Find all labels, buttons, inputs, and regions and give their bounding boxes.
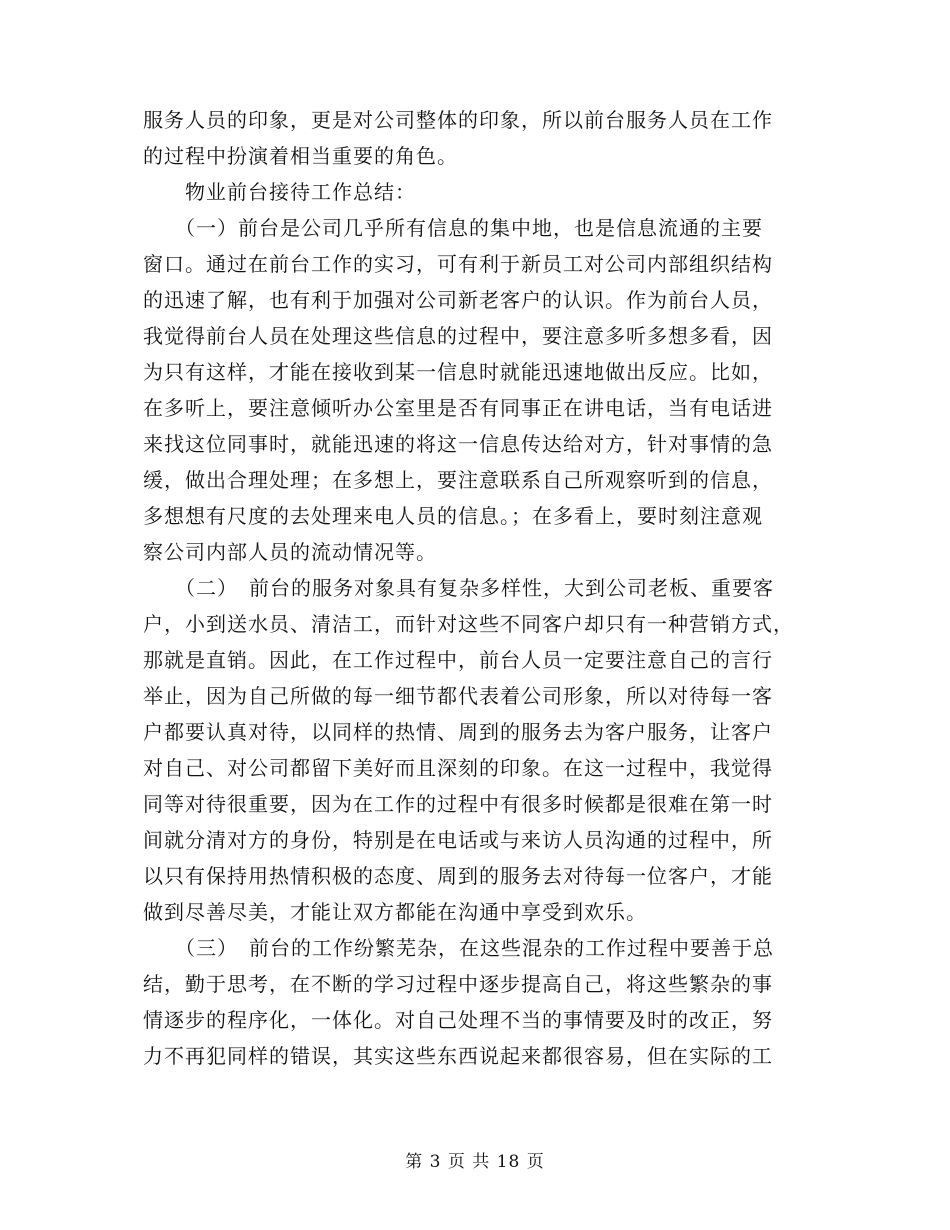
text-line: 在多听上，要注意倾听办公室里是否有同事正在讲电话，当有电话进 xyxy=(143,396,773,420)
text-line: 力不再犯同样的错误，其实这些东西说起来都很容易，但在实际的工 xyxy=(143,1044,773,1068)
page-footer xyxy=(0,1150,950,1174)
text-line: 缓，做出合理处理；在多想上，要注意联系自己所观察听到的信息， xyxy=(143,468,773,492)
text-line: （一）前台是公司几乎所有信息的集中地，也是信息流通的主要 xyxy=(143,216,763,240)
body-text xyxy=(143,102,808,1074)
text-line: 间就分清对方的身份，特别是在电话或与来访人员沟通的过程中，所 xyxy=(143,828,773,852)
text-line: 做到尽善尽美，才能让双方都能在沟通中享受到欢乐。 xyxy=(143,900,647,924)
text-line: 多想想有尺度的去处理来电人员的信息。；在多看上，要时刻注意观 xyxy=(143,504,763,528)
text-line: 同等对待很重要，因为在工作的过程中有很多时候都是很难在第一时 xyxy=(143,792,773,816)
text-line: 以只有保持用热情积极的态度、周到的服务去对待每一位客户，才能 xyxy=(143,864,773,888)
text-line: 我觉得前台人员在处理这些信息的过程中，要注意多听多想多看，因 xyxy=(143,324,773,348)
text-line: 户都要认真对待，以同样的热情、周到的服务去为客户服务，让客户 xyxy=(143,720,773,744)
text-line: 的过程中扮演着相当重要的角色。 xyxy=(143,144,458,168)
section-heading: 物业前台接待工作总结： xyxy=(143,180,416,204)
text-line: 户，小到送水员、清洁工，而针对这些不同客户却只有一种营销方式， xyxy=(143,612,794,636)
text-line: 察公司内部人员的流动情况等。 xyxy=(143,540,437,564)
text-line: 服务人员的印象，更是对公司整体的印象，所以前台服务人员在工作 xyxy=(143,108,773,132)
text-line: （三） 前台的工作纷繁芜杂，在这些混杂的工作过程中要善于总 xyxy=(143,936,774,960)
text-line: 的迅速了解，也有利于加强对公司新老客户的认识。作为前台人员， xyxy=(143,288,773,312)
text-line: 为只有这样，才能在接收到某一信息时就能迅速地做出反应。比如， xyxy=(143,360,773,384)
text-line: 来找这位同事时，就能迅速的将这一信息传达给对方，针对事情的急 xyxy=(143,432,773,456)
text-line: （二） 前台的服务对象具有复杂多样性，大到公司老板、重要客 xyxy=(143,576,774,600)
text-line: 举止，因为自己所做的每一细节都代表着公司形象，所以对待每一客 xyxy=(143,684,773,708)
text-line: 对自己、对公司都留下美好而且深刻的印象。在这一过程中，我觉得 xyxy=(143,756,773,780)
text-line: 结，勤于思考，在不断的学习过程中逐步提高自己，将这些繁杂的事 xyxy=(143,972,773,996)
text-line: 那就是直销。因此，在工作过程中，前台人员一定要注意自己的言行 xyxy=(143,648,773,672)
text-line: 窗口。通过在前台工作的实习，可有利于新员工对公司内部组织结构 xyxy=(143,252,773,276)
text-line: 情逐步的程序化，一体化。对自己处理不当的事情要及时的改正，努 xyxy=(143,1008,773,1032)
page-number: 第 3 页 共 18 页 xyxy=(405,1152,545,1172)
